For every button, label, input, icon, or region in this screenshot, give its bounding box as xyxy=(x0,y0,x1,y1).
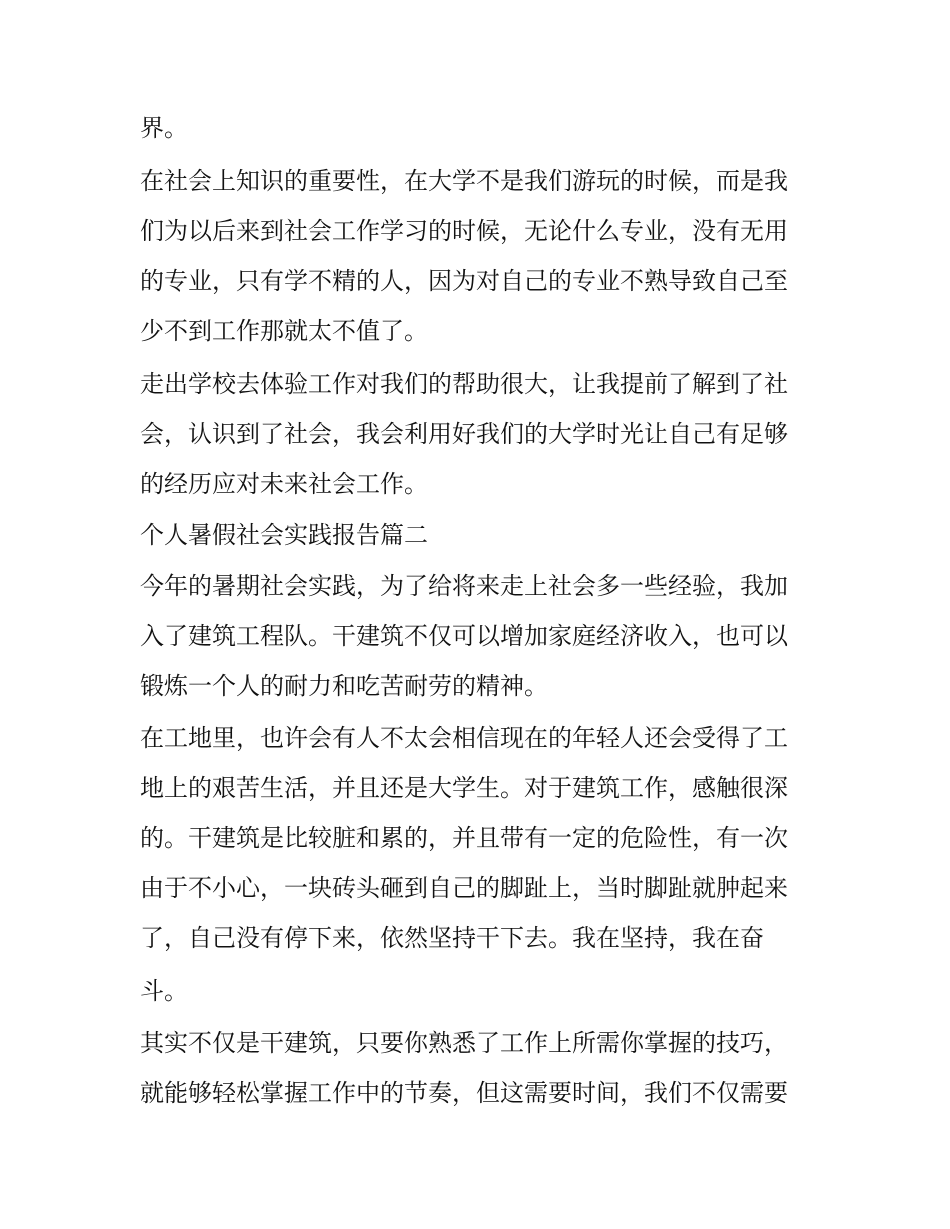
text-line: 的经历应对未来社会工作。 xyxy=(140,470,428,498)
text-line: 走出学校去体验工作对我们的帮助很大，让我提前了解到了社 xyxy=(140,370,788,398)
text-line: 由于不小心，一块砖头砸到自己的脚趾上，当时脚趾就肿起来 xyxy=(140,874,788,902)
text-line: 今年的暑期社会实践，为了给将来走上社会多一些经验，我加 xyxy=(140,572,788,600)
text-line: 少不到工作那就太不值了。 xyxy=(140,317,428,345)
text-line: 在社会上知识的重要性，在大学不是我们游玩的时候，而是我 xyxy=(140,167,788,195)
text-line: 的专业，只有学不精的人，因为对自己的专业不熟导致自己至 xyxy=(140,267,788,295)
text-line: 在工地里，也许会有人不太会相信现在的年轻人还会受得了工 xyxy=(140,724,788,752)
text-line: 其实不仅是干建筑，只要你熟悉了工作上所需你掌握的技巧， xyxy=(140,1029,788,1057)
text-line: 入了建筑工程队。干建筑不仅可以增加家庭经济收入，也可以 xyxy=(140,622,788,650)
text-line: 锻炼一个人的耐力和吃苦耐劳的精神。 xyxy=(140,672,548,700)
section-heading: 个人暑假社会实践报告篇二 xyxy=(140,521,428,549)
text-line: 们为以后来到社会工作学习的时候，无论什么专业，没有无用 xyxy=(140,217,788,245)
text-line: 界。 xyxy=(140,114,188,142)
text-line: 就能够轻松掌握工作中的节奏，但这需要时间，我们不仅需要 xyxy=(140,1079,788,1107)
text-line: 了，自己没有停下来，依然坚持干下去。我在坚持，我在奋 xyxy=(140,924,764,952)
text-line: 的。干建筑是比较脏和累的，并且带有一定的危险性，有一次 xyxy=(140,824,788,852)
text-line: 地上的艰苦生活，并且还是大学生。对于建筑工作，感触很深 xyxy=(140,774,788,802)
text-line: 斗。 xyxy=(140,977,188,1005)
text-line: 会，认识到了社会，我会利用好我们的大学时光让自己有足够 xyxy=(140,420,788,448)
